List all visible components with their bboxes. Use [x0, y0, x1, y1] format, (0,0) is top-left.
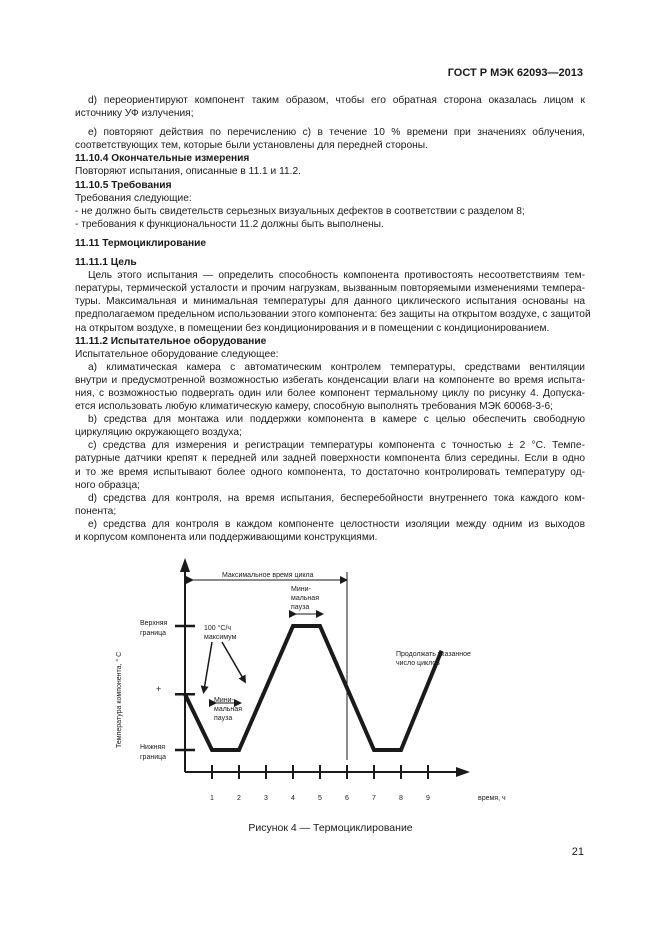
paragraph-d-line-1: d) переориентируют компонент таким образом, чтобы его обратная сторона оказалась лицом к: [88, 95, 585, 106]
rate-arrow-up: [222, 642, 244, 680]
item-a-line-2: внутри и предусмотренной возможностью избегать конденсации влаги на компоненте во время испыта-: [75, 374, 585, 386]
item-a-line-3: ния, с возможностью подвергать один или более компонент термальному циклу по рисунку 4. Допуска-: [75, 387, 585, 399]
item-a-line-4: ется использовать любую климатическую камеру, способную выполнять требования МЭК 60068-3-6;: [75, 401, 553, 413]
goal-line-5: на открытом воздухе, в помещении без кондиционирования и в помещении с кондиционированием.: [75, 322, 550, 334]
figure-caption: Рисунок 4 — Термоциклирование: [248, 822, 413, 834]
paragraph-e-line-1: е) повторяют действия по перечислению с) в течение 10 % времени при значениях облучения,: [88, 127, 585, 139]
x-tick-label-9: 9: [426, 795, 430, 802]
goal-line-2: пературы, термической усталости и прочим нагрузкам, вызванным повторяемыми изменениями темпера-: [75, 283, 585, 295]
rate-label-2: максимум: [204, 634, 237, 641]
bottom-pause-label-2: мальная: [214, 706, 242, 713]
upper-limit-label-2: граница: [140, 630, 167, 637]
item-c-line-4: ного образца;: [75, 479, 140, 491]
heading-11-11-1: 11.11.1 Цель: [75, 257, 137, 269]
top-pause-label-2: мальная: [291, 595, 319, 602]
top-pause-label-3: пауза: [291, 604, 310, 611]
item-b-line-1: b) средства для монтажа или поддержки компонента в камере с целью обеспечить свободную: [88, 414, 585, 426]
plus-label: +: [156, 684, 162, 694]
max-cycle-label: Максимальное время цикла: [222, 572, 314, 579]
x-tick-label-4: 4: [291, 795, 295, 802]
bottom-pause-label-3: пауза: [214, 715, 233, 722]
x-tick-label-7: 7: [372, 795, 376, 802]
equipment-intro: Испытательное оборудование следующее:: [75, 348, 279, 360]
continue-label-2: число циклов: [396, 660, 440, 667]
requirement-1: - не должно быть свидетельств серьезных визуальных дефектов в соответствии с разделом 8;: [75, 205, 525, 217]
item-e-line-1: е) средства для контроля в каждом компоненте целостности изоляции между одним из выходов: [88, 518, 585, 530]
requirement-2: - требования к функциональности 11.2 должны быть выполнены.: [75, 218, 384, 230]
item-d-line-2: понента;: [75, 505, 117, 517]
lower-limit-label-2: граница: [140, 754, 167, 761]
goal-line-1: Цель этого испытания — определить способность компонента противостоять несоответствиям тем-: [88, 270, 585, 282]
x-axis-label: время, ч: [478, 795, 506, 802]
y-axis-label: Температура компонента, ° С: [116, 651, 123, 748]
x-tick-label-8: 8: [399, 795, 403, 802]
y-axis-arrow: [180, 558, 190, 572]
x-axis-arrow: [456, 767, 470, 777]
paragraph-11-10-4: Повторяют испытания, описанные в 11.1 и 11.2.: [75, 166, 301, 178]
paragraph-d-line-2: источнику УФ излучения;: [75, 108, 194, 120]
top-pause-label-1: Мини-: [291, 586, 311, 593]
rate-label-1: 100 °С/ч: [204, 625, 232, 632]
x-tick-label-3: 3: [264, 795, 268, 802]
x-tick-label-1: 1: [210, 795, 214, 802]
x-tick-label-6: 6: [345, 795, 349, 802]
item-c-line-1: с) средства для измерения и регистрации температуры компонента с точностью ± 2 °С. Темпе-: [88, 440, 585, 452]
item-e-line-2: и корпусом компонента или поддерживающими конструкциями.: [75, 532, 378, 543]
heading-11-10-4: 11.10.4 Окончательные измерения: [75, 153, 250, 165]
item-c-line-2: ратурные датчики крепят к передней или задней поверхности компонента близ середины. Если в одно: [75, 453, 585, 465]
heading-11-11: 11.11 Термоциклирование: [75, 237, 207, 249]
x-tick-label-5: 5: [318, 795, 322, 802]
heading-11-11-2: 11.11.2 Испытательное оборудование: [75, 335, 267, 347]
continue-label-1: Продолжать указанное: [396, 651, 471, 658]
lower-limit-label-1: Нижняя: [140, 744, 166, 751]
paragraph-requirements: Требования следующие:: [75, 192, 192, 204]
item-c-line-3: и то же время испытывают более одного компонента, то достаточно контролировать температуру од-: [75, 466, 585, 478]
goal-line-4: предполагаемом предельном использовании этого компонента: без защиты на открытом воздухе, с защитой: [75, 309, 591, 321]
bottom-pause-label-1: Мини-: [214, 697, 234, 704]
goal-line-3: туры. Максимальная и минимальная температуры для данного циклического испытания основаны на: [75, 296, 585, 308]
upper-limit-label-1: Верхняя: [140, 620, 168, 627]
page-number: 21: [571, 846, 584, 858]
rate-arrow-down: [204, 642, 212, 690]
item-b-line-2: циркуляцию окружающего воздуха;: [75, 427, 242, 439]
document-code: ГОСТ Р МЭК 62093—2013: [447, 67, 583, 79]
paragraph-e-line-2: соответствующих тем, которые были установлены для передней стороны.: [75, 140, 428, 152]
x-tick-label-2: 2: [237, 795, 241, 802]
item-d-line-1: d) средства для контроля, на время испытания, бесперебойности внутреннего тока каждого ком-: [88, 492, 585, 504]
heading-11-10-5: 11.10.5 Требования: [75, 179, 172, 191]
item-a-line-1: а) климатическая камера с автоматическим контролем температуры, средствами вентиляции: [88, 361, 585, 373]
